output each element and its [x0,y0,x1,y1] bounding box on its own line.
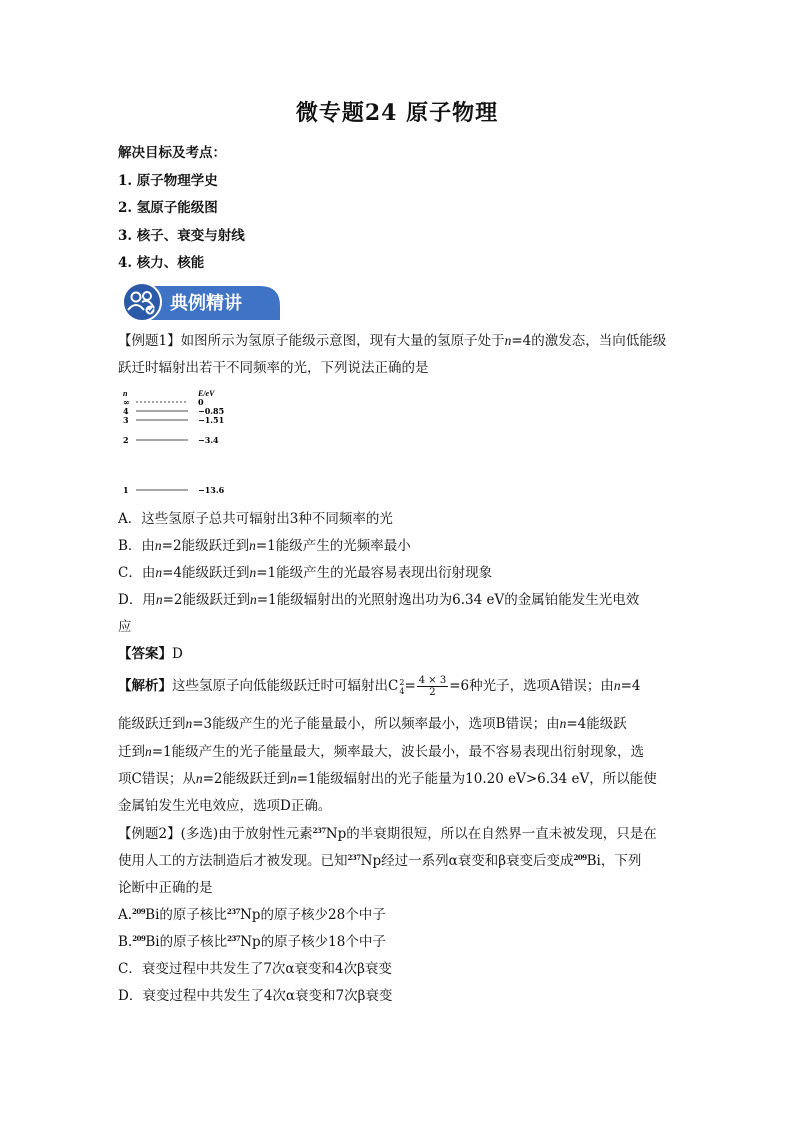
level-n: ∞ [123,397,130,407]
example1-analysis-line: 项C错误；从n=2能级跃迁到n=1能级辐射出的光子能量为10.20 eV>6.34 eV，所以能使 [118,771,657,787]
example1-analysis-line: 【解析】这些氢原子向低能级跃迁时可辐射出C 2 4 = $\frac{4 \times 3}{2}$ =6种光子，选项A错误；由n=4 [118,675,641,698]
example1-tag: 【例题1】 [118,333,181,349]
example1-option-d: D．用n=2能级跃迁到n=1能级辐射出的光照射逸出功为6.34 eV的金属铂能发生光电效 [118,592,640,608]
example2-question: 使用人工的方法制造后才被发现。已知$^{237}$Np经过一系列α衰变和β衰变后变成$^{209}$Bi，下列 [118,853,642,869]
banner-label: 典例精讲 [170,293,242,314]
level-n: 1 [123,485,129,495]
energy-level-diagram [118,388,238,500]
example2-option-b: B.$^{209}$Bi的原子核比$^{237}$Np的原子核少18个中子 [118,934,386,950]
goal-item: 4. 核力、核能 [118,255,205,271]
example2-option-c: C．衰变过程中共发生了7次α衰变和4次β衰变 [118,961,392,977]
diagram-e-header: E/eV [198,389,215,398]
example2-question: 【例题2】(多选)由于放射性元素$^{237}$Np的半衰期很短，所以在自然界一直未被发现，只是在 [118,826,657,842]
example2-option-d: D．衰变过程中共发生了4次α衰变和7次β衰变 [118,988,393,1004]
goals-section [118,143,245,281]
level-n: 4 [123,406,129,416]
page-title: 微专题24 原子物理 [295,100,499,126]
goal-item: 3. 核子、衰变与射线 [118,227,245,244]
example1-option-d-continued: 应 [118,619,132,635]
level-energy: −13.6 [198,485,225,495]
example1-option-b: B．由n=2能级跃迁到n=1能级产生的光频率最小 [118,538,411,554]
example1-analysis-line: 迁到n=1能级产生的光子能量最大，频率最大，波长最小，最不容易表现出衍射现象，选 [118,744,645,760]
example1-option-c: C．由n=4能级跃迁到n=1能级产生的光最容易表现出衍射现象 [118,565,493,581]
example1-option-a: A．这些氢原子总共可辐射出3种不同频率的光 [118,511,393,527]
diagram-n-header: n [123,389,128,398]
goals-heading: 解决目标及考点： [118,145,226,161]
level-energy: −1.51 [198,415,225,425]
example1-analysis-line: 金属铂发生光电效应，选项D正确。 [118,798,332,814]
level-energy: −0.85 [198,406,225,416]
example2-tag: 【例题2】 [118,826,181,842]
section-banner [122,282,282,322]
fraction: $\frac{4 \times 3}{2}$ [418,675,447,698]
example1-question: 【例题1】如图所示为氢原子能级示意图，现有大量的氢原子处于n=4的激发态，当向低能级跃迁时辐射出若干不同频率的光，下列说法正确的是 [118,333,667,376]
goal-item: 2. 氢原子能级图 [118,200,218,216]
example2-question: 论断中正确的是 [118,880,213,896]
level-n: 3 [123,415,129,425]
level-n: 2 [123,435,129,445]
goal-item: 1. 原子物理学史 [118,172,218,189]
example2-option-a: A.$^{209}$Bi的原子核比$^{237}$Np的原子核少28个中子 [118,907,386,923]
level-energy: −3.4 [198,435,219,445]
level-energy: 0 [198,397,204,407]
example1-answer: 【答案】D [118,646,183,662]
example1-analysis-line: 能级跃迁到n=3能级产生的光子能量最小，所以频率最小，选项B错误；由n=4能级跃 [118,716,627,732]
